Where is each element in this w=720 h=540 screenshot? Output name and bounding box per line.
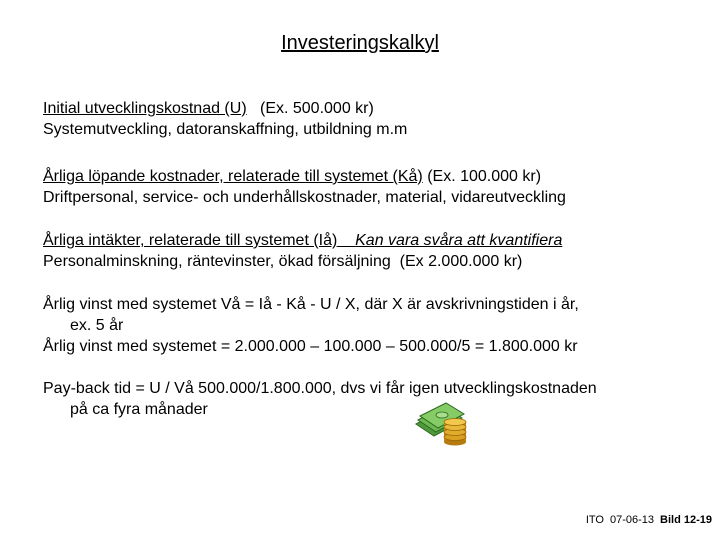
payback-line: på ca fyra månader: [70, 401, 208, 418]
section-example: (Ex 2.000.000 kr): [399, 253, 523, 270]
section-heading: Årliga löpande kostnader, relaterade till systemet (Kå): [43, 168, 423, 185]
section-payback: [43, 378, 693, 420]
section-note: Kan vara svåra att kvantifiera: [355, 232, 563, 249]
section-initial-cost: [43, 98, 693, 140]
slide-footer: [586, 514, 712, 526]
section-annual-profit: [43, 294, 693, 357]
coins-icon: [444, 419, 466, 446]
section-body: Driftpersonal, service- och underhållskostnader, material, vidareutveckling: [43, 189, 566, 206]
section-body: Personalminskning, räntevinster, ökad försäljning: [43, 253, 391, 270]
calculation-line: Årlig vinst med systemet = 2.000.000 – 100.000 – 500.000/5 = 1.800.000 kr: [43, 338, 578, 355]
page-title: Investeringskalkyl: [281, 32, 439, 54]
section-example: (Ex. 100.000 kr): [427, 168, 542, 185]
money-stack-icon: [414, 402, 470, 446]
footer-org: ITO: [585, 514, 604, 526]
section-example: (Ex. 500.000 kr): [259, 100, 374, 117]
formula-line: ex. 5 år: [70, 317, 124, 334]
formula-line: Årlig vinst med systemet Vå = Iå - Kå - U / X, där X är avskrivningstiden i år,: [43, 296, 579, 313]
section-body: Systemutveckling, datoranskaffning, utbildning m.m: [43, 121, 408, 138]
section-revenue: [43, 230, 693, 272]
footer-slide-number: Bild 12-19: [660, 514, 712, 526]
footer-date: 07-06-13: [609, 514, 655, 526]
section-running-costs: [43, 166, 693, 208]
section-heading: Årliga intäkter, relaterade till systemet (Iå): [43, 232, 338, 249]
payback-line: Pay-back tid = U / Vå 500.000/1.800.000, dvs vi får igen utvecklingskostnaden: [43, 380, 597, 397]
section-heading: Initial utvecklingskostnad (U): [43, 100, 247, 117]
